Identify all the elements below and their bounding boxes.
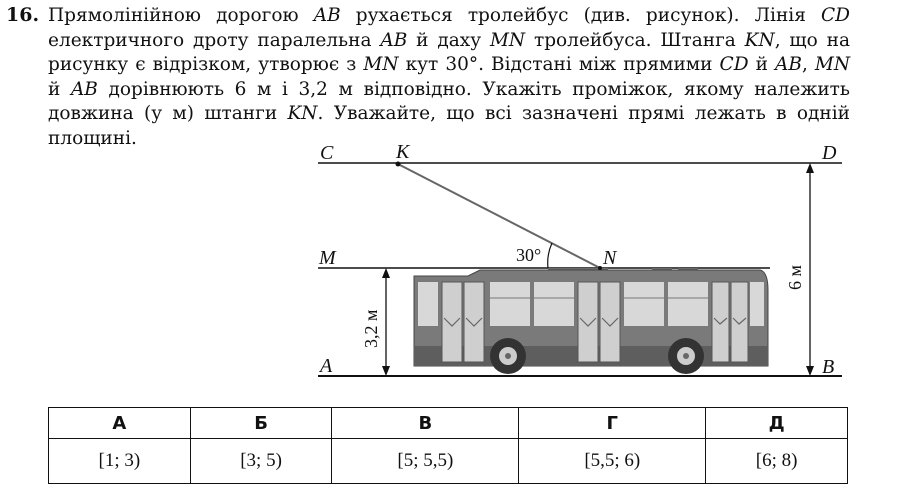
question-number: 16.	[6, 4, 40, 26]
dimension-6	[806, 163, 814, 376]
label-b: B	[822, 356, 835, 378]
answer-header-v: В	[332, 408, 519, 439]
label-a: A	[320, 355, 333, 377]
wheel-front	[490, 338, 526, 374]
dimension-label-6: 6 м	[785, 265, 805, 290]
answer-value-row	[49, 439, 848, 484]
answer-option-b[interactable]: [3; 5)	[190, 439, 332, 484]
label-m: M	[319, 247, 336, 269]
trolleybus	[414, 268, 768, 374]
question-text: Прямолінійною дорогою AB рухається тролейбус (див. рисунок). Лінія CD електричного дроту паралельна AB й даху MN тролейбуса. Штанга KN, що на рисунку є відрізком, утворює з MN кут 30°. Відстані між прямими CD й AB, MN й AB дорівнюють 6 м і 3,2 м відповідно. Укажіть проміжок, якому належить довжина (у м) штанги KN. Уважайте, що всі зазначені прямі лежать в одній площині.	[48, 5, 851, 149]
label-d: D	[822, 142, 837, 164]
answer-option-v[interactable]: [5; 5,5)	[332, 439, 519, 484]
label-k: K	[396, 141, 410, 163]
angle-label: 30°	[516, 245, 542, 265]
answer-header-b: Б	[190, 408, 332, 439]
answer-header-d: Д	[706, 408, 848, 439]
answer-header-row	[49, 408, 848, 439]
dimension-3-2	[382, 268, 390, 376]
answer-table	[48, 407, 848, 484]
label-c: C	[320, 142, 334, 164]
angle-arc	[548, 243, 552, 268]
label-n: N	[603, 247, 617, 269]
pole-kn	[398, 164, 600, 268]
answer-option-d[interactable]: [6; 8)	[706, 439, 848, 484]
answer-option-g[interactable]: [5,5; 6)	[519, 439, 706, 484]
answer-header-g: Г	[519, 408, 706, 439]
answer-option-a[interactable]: [1; 3)	[49, 439, 191, 484]
point-n	[598, 266, 602, 270]
wheel-rear	[668, 338, 704, 374]
answer-header-a: А	[49, 408, 191, 439]
dimension-label-3-2: 3,2 м	[361, 309, 381, 348]
